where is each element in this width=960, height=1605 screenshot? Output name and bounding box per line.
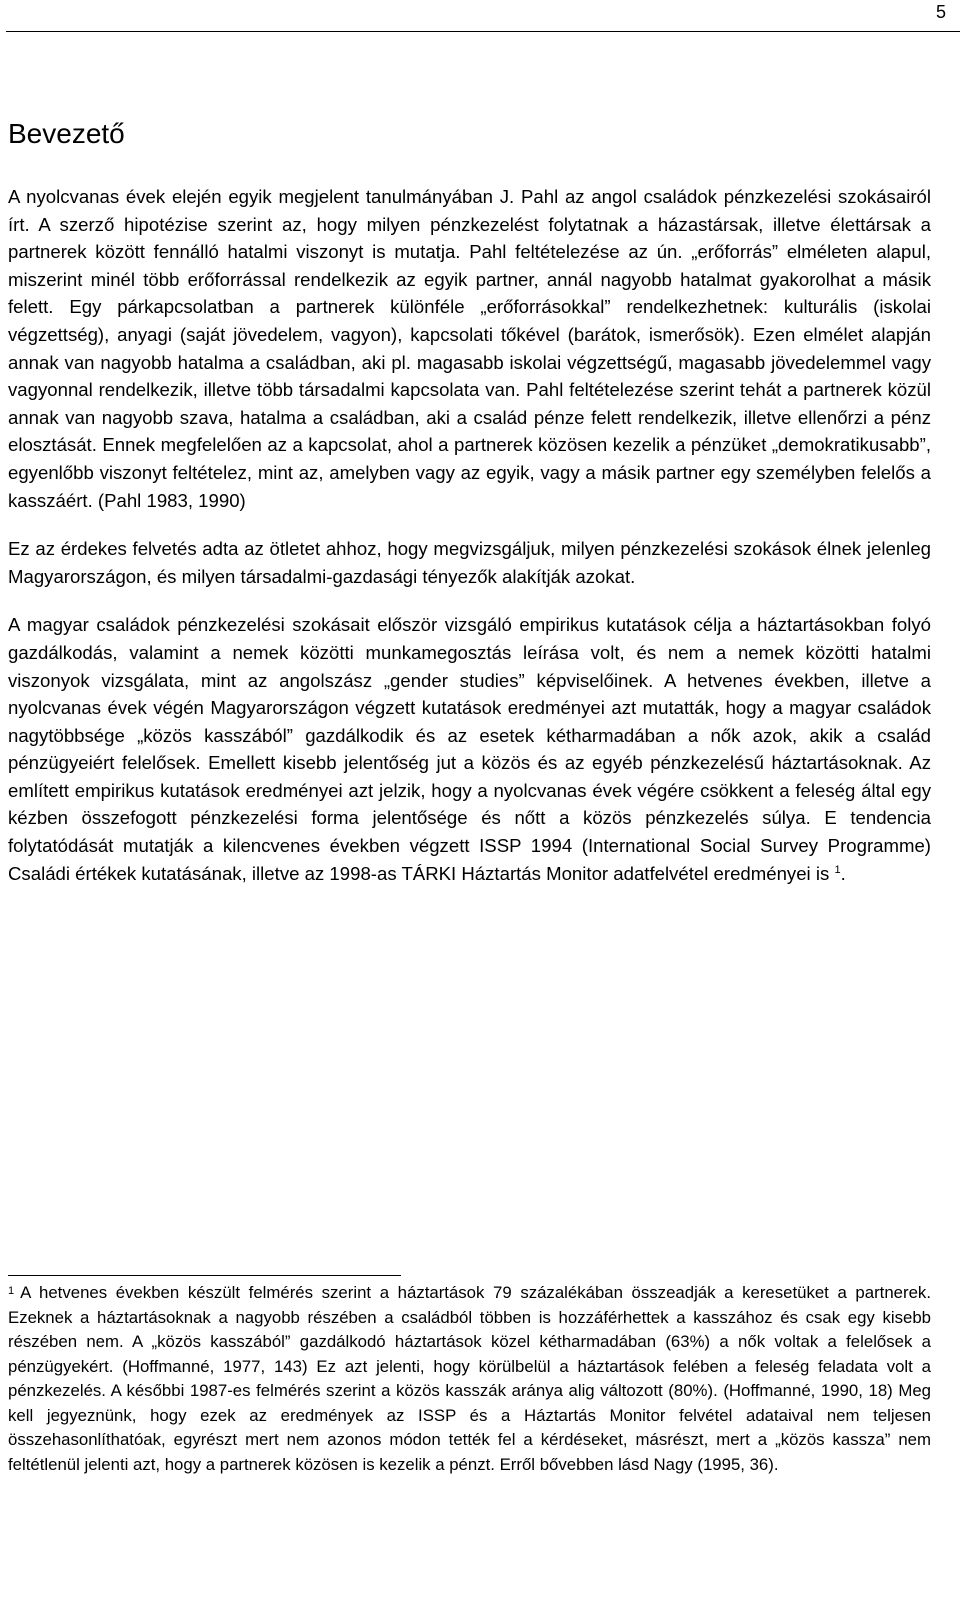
- header-rule: [6, 31, 960, 32]
- footnote-separator: [8, 1275, 401, 1276]
- paragraph-3-text: A magyar családok pénzkezelési szokásait először vizsgáló empirikus kutatások célja a háztartásokban folyó gazdálkodás, valamint a nemek közötti munkamegosztás leírása volt, és nem a nemek közötti hatalmi viszonyok vizsgálata, mint az angolszász „gender studies” képviselőinek. A hetvenes években, illetve a nyolcvanas évek végén Magyarországon végzett kutatások eredményei azt mutatták, hogy a magyar családok nagytöbbsége „közös kasszából” gazdálkodik és az esetek kétharmadában a nők azok, akik a család pénzügyeiért felelősek. Emellett kisebb jelentőség jut a közös és az egyéb pénzkezelésű háztartásoknak. Az említett empirikus kutatások eredményei azt jelzik, hogy a nyolcvanas évek végére csökkent a feleség által egy kézben összefogott pénzkezelési forma jelentősége és nőtt a közös pénzkezelés súlya. E tendencia folytatódását mutatják a kilencvenes években végzett ISSP 1994 (International Social Survey Programme) Családi értékek kutatásának, illetve az 1998-as TÁRKI Háztartás Monitor adatfelvétel eredményei is: [8, 614, 931, 884]
- footnote-text: A hetvenes években készült felmérés szerint a háztartások 79 százalékában összeadják a keresetüket a partnerek. Ezeknek a háztartásoknak a nagyobb részében a családból többen is hozzáférhettek a kasszához és csak egy kisebb részében nem. A „közös kasszából” gazdálkodó háztartások közel kétharmadában (63%) a nők voltak a felelősek a pénzügyekért. (Hoffmanné, 1977, 143) Ez azt jelenti, hogy körülbelül a háztartások felében a feleség feladata volt a pénzkezelés. A későbbi 1987-es felmérés szerint a közös kasszák aránya alig változott (80%). (Hoffmanné, 1990, 18) Meg kell jegyeznünk, hogy ezek az eredmények az ISSP és a Háztartás Monitor felvétel adataival nem teljesen összehasonlíthatóak, egyrészt mert nem azonos módon tették fel a kérdéseket, másrészt, mert a „közös kassza” nem feltétlenül jelenti azt, hogy a partnerek közösen is kezelik a pénzt. Erről bővebben lásd Nagy (1995, 36).: [8, 1283, 931, 1474]
- page-number: 5: [935, 2, 946, 22]
- body-text: [8, 183, 931, 908]
- paragraph-1: A nyolcvanas évek elején egyik megjelent tanulmányában J. Pahl az angol családok pénzkezelési szokásairól írt. A szerző hipotézise szerint az, hogy milyen pénzkezelést folytatnak a házastársak, illetve élettársak a partnerek között fennálló hatalmi viszonyt is mutatja. Pahl feltételezése az ún. „erőforrás” elméleten alapul, miszerint minél több erőforrással rendelkezik az egyik partner, annál nagyobb hatalmat gyakorolhat a másik felett. Egy párkapcsolatban a partnerek különféle „erőforrásokkal” rendelkezhetnek: kulturális (iskolai végzettség), anyagi (saját jövedelem, vagyon), kapcsolati tőkével (barátok, ismerősök). Ezen elmélet alapján annak van nagyobb hatalma a családban, aki pl. magasabb iskolai végzettségű, magasabb jövedelemmel vagy vagyonnal rendelkezik, illetve több társadalmi kapcsolata van. Pahl feltételezése szerint tehát a partnerek közül annak van nagyobb szava, hatalma a családban, aki a család pénze felett rendelkezik, illetve ellenőrzi a pénz elosztását. Ennek megfelelően az a kapcsolat, ahol a partnerek közösen kezelik a pénzüket „demokratikusabb”, egyenlőbb viszonyt feltételez, mint az, amelyben vagy az egyik, vagy a másik partner egy személyben felelős a kasszáért. (Pahl 1983, 1990): [8, 186, 931, 511]
- section-heading: Bevezető: [8, 118, 125, 149]
- paragraph-3: A magyar családok pénzkezelési szokásait először vizsgáló empirikus kutatások célja a háztartásokban folyó gazdálkodás, valamint a nemek közötti munkamegosztás leírása volt, és nem a nemek közötti hatalmi viszonyok vizsgálata, mint az angolszász „gender studies” képviselőinek. A hetvenes években, illetve a nyolcvanas évek végén Magyarországon végzett kutatások eredményei azt mutatták, hogy a magyar családok nagytöbbsége „közös kasszából” gazdálkodik és az esetek kétharmadában a nők azok, akik a család pénzügyeiért felelősek. Emellett kisebb jelentőség jut a közös és az egyéb pénzkezelésű háztartásoknak. Az említett empirikus kutatások eredményei azt jelzik, hogy a nyolcvanas évek végére csökkent a feleség által egy kézben összefogott pénzkezelési forma jelentősége és nőtt a közös pénzkezelés súlya. E tendencia folytatódását mutatják a kilencvenes években végzett ISSP 1994 (International Social Survey Programme) Családi értékek kutatásának, illetve az 1998-as TÁRKI Háztartás Monitor adatfelvétel eredményei is $^1$.: [8, 614, 931, 884]
- paragraph-2: Ez az érdekes felvetés adta az ötletet ahhoz, hogy megvizsgáljuk, milyen pénzkezelési szokások élnek jelenleg Magyarországon, és milyen társadalmi-gazdasági tényezők alakítják azokat.: [8, 538, 931, 587]
- footnote-number: 1: [8, 1285, 15, 1297]
- footnote-reference[interactable]: 1: [834, 863, 841, 876]
- footnote: [8, 1281, 931, 1477]
